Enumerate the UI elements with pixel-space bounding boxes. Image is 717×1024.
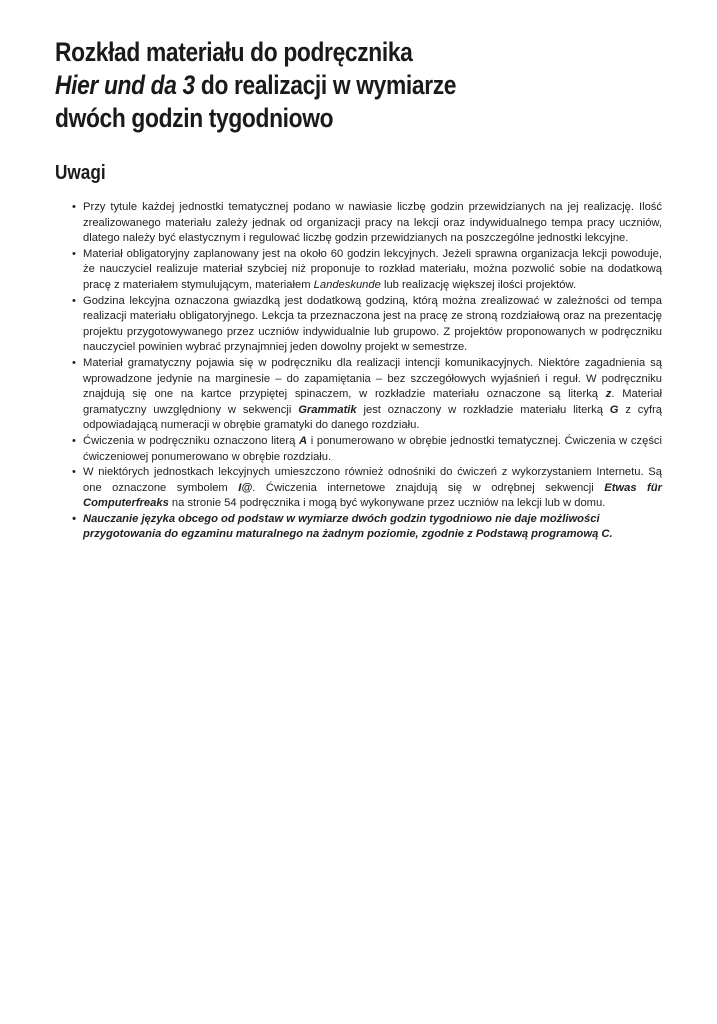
note-item	[72, 200, 662, 247]
note-text: Ćwiczenia w podręczniku oznaczono literą	[83, 434, 299, 447]
note-text: Przy tytule każdej jednostki tematycznej podano w nawiasie liczbę godzin przewidzianych na jej realizację. Ilość zrealizowanego materiału zależy jednak od organizacji pracy na lekcji oraz indywidualnego tempa pracy uczniów, dlatego należy być elastycznym i regulować liczbę godzin przewidzianych na poszczególne jednostki lekcyjne.	[83, 201, 662, 245]
internet-symbol: I@	[238, 481, 253, 494]
computerfreaks-term: Etwas für Computerfreaks	[83, 481, 662, 510]
marker-a: A	[298, 434, 308, 447]
notes-list	[72, 200, 662, 543]
marker-z: z	[605, 388, 612, 401]
note-text: . Materiał gramatyczny uwzględniony w sekwencji	[83, 388, 662, 416]
note-text: Nauczanie języka obcego od podstaw w wymiarze dwóch godzin tygodniowo nie daje możliwości przygotowania do egzaminu maturalnego na żadnym poziomie, zgodnie z Podstawą programową C.	[83, 512, 613, 541]
title-line-2	[55, 69, 588, 102]
grammatik-term: Grammatik	[298, 403, 357, 416]
textbook-name: Hier und da 3	[55, 70, 195, 100]
note-text: Materiał gramatyczny pojawia się w podręczniku dla realizacji intencji komunikacyjnych. Niektóre zagadnienia są wprowadzone jedynie na marginesie – do zapamiętania – bez szczegółowych wyjaśnień i reguł. W podręczniku znajdują się one na kartce przypiętej spinaczem, w rozkładzie materiału oznaczone są literką	[83, 356, 662, 401]
note-text: i ponumerowano w obrębie jednostki tematycznej. Ćwiczenia w części ćwiczeniowej ponumerowano w obrębie rozdziału.	[83, 434, 662, 463]
note-item-important	[72, 512, 662, 543]
document-title	[55, 36, 588, 135]
note-item	[72, 434, 662, 465]
note-text: na stronie 54 podręcznika i mogą być wykonywane przez uczniów na lekcji lub w domu.	[168, 497, 606, 510]
note-text: Godzina lekcyjna oznaczona gwiazdką jest dodatkową godziną, którą można zrealizować w zależności od tempa realizacji materiału obligatoryjnego. Lekcja ta przeznaczona jest na pracę ze stroną rozdziałową oraz na prezentację projektu przygotowywanego przez uczniów indywidualnie lub grupowo. Z projektów proponowanych w podręczniku nauczyciel powinien wybrać przynajmniej jeden dowolny projekt w semestrze.	[83, 294, 662, 354]
note-text: . Ćwiczenia internetowe znajdują się w odrębnej sekwencji	[252, 481, 605, 494]
landeskunde-term: Landeskunde	[313, 278, 381, 291]
note-item	[72, 294, 662, 356]
note-text: z cyfrą odpowiadającą numeracji w obrębie gramatyki do danego rozdziału.	[83, 403, 663, 432]
note-item	[72, 465, 662, 512]
note-text: W niektórych jednostkach lekcyjnych umieszczono również odnośniki do ćwiczeń z wykorzystaniem Internetu. Są one oznaczone symbolem	[83, 466, 662, 494]
note-item	[72, 356, 662, 434]
section-heading-uwagi: Uwagi	[55, 162, 106, 184]
note-item	[72, 247, 662, 294]
marker-g: G	[609, 403, 619, 416]
title-line-3: dwóch godzin tygodniowo	[55, 103, 334, 133]
note-text: jest oznaczony w rozkładzie materiału literką	[356, 403, 610, 416]
title-line-1: Rozkład materiału do podręcznika	[55, 37, 413, 67]
note-text: lub realizację większej ilości projektów.	[380, 278, 577, 291]
note-text: Materiał obligatoryjny zaplanowany jest na około 60 godzin lekcyjnych. Jeżeli sprawna organizacja lekcji powoduje, że nauczyciel realizuje materiał szybciej niż proponuje to rozkład materiału, można pozwolić sobie na dodatkową pracę z materiałem stymulującym, materiałem	[83, 247, 662, 291]
title-line-2-rest: do realizacji w wymiarze	[194, 70, 457, 100]
